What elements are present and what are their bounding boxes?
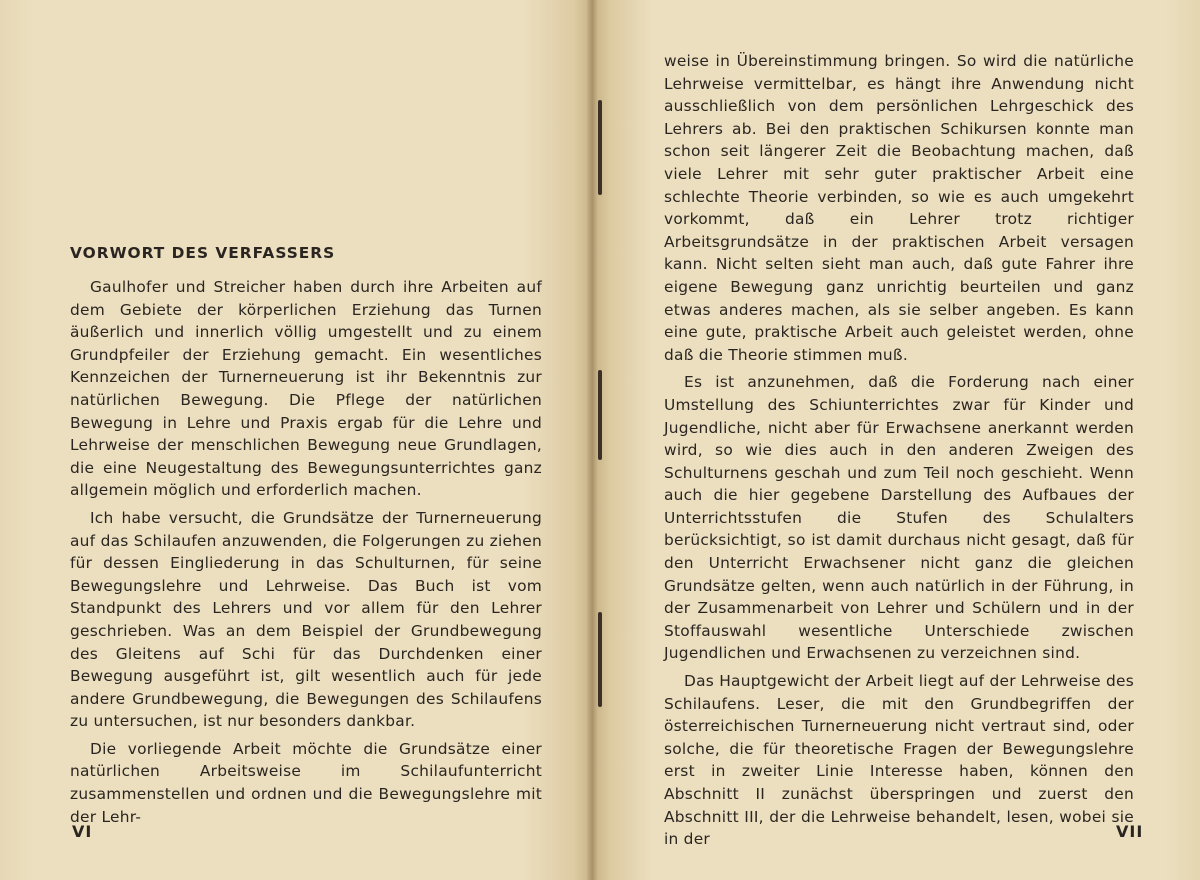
- paragraph: weise in Übereinstimmung bringen. So wird die natürliche Lehrweise vermittelbar, es hängt ihre Anwendung nicht ausschließlich von dem persönlichen Lehrgeschick des Lehrers ab. Bei den praktischen Schikursen konnte man schon seit längerer Zeit die Beobachtung machen, daß viele Lehrer mit sehr guter praktischer Arbeit eine schlechte Theorie verbinden, so wie es auch umgekehrt vorkommt, daß ein Lehrer trotz richtiger Arbeitsgrundsätze in der praktischen Arbeit versagen kann. Nicht selten sieht man auch, daß gute Fahrer ihre eigene Bewegung ganz unrichtig beurteilen und ganz etwas anderes machen, als sie selber angeben. Es kann eine gute, praktische Arbeit auch geleistet werden, ohne daß die Theorie stimmen muß.: [664, 52, 1134, 364]
- paragraph: Das Hauptgewicht der Arbeit liegt auf der Lehrweise des Schilaufens. Leser, die mit den Grundbegriffen der österreichischen Turnerneuerung nicht vertraut sind, oder solche, die für theoretische Fragen der Bewegungslehre erst in zweiter Linie Interesse haben, können den Abschnitt II zunächst überspringen und zuerst den Abschnitt III, der die Lehrweise behandelt, lesen, wobei sie in der: [664, 672, 1135, 849]
- right-body-text: [664, 50, 1134, 856]
- binding-stitch: [598, 370, 602, 460]
- paragraph: Ich habe versucht, die Grundsätze der Turnerneuerung auf das Schilaufen anzuwenden, die Folgerungen zu ziehen für dessen Eingliederung in das Schulturnen, für seine Bewegungslehre und Lehrweise. Das Buch ist vom Standpunkt des Lehrers und vor allem für den Lehrer geschrieben. Was an dem Beispiel der Grundbewegung des Gleitens auf Schi für das Durchdenken einer Bewegung ausgeführt ist, gilt wesentlich auch für jede andere Grundbewegung, die Bewegungen des Schilaufens zu untersuchen, ist nur besonders dankbar.: [70, 508, 542, 731]
- paragraph: Die vorliegende Arbeit möchte die Grundsätze einer natürlichen Arbeitsweise im Schilaufunterricht zusammenstellen und ordnen und die Bewegungslehre mit der Lehr-: [70, 739, 542, 826]
- page-number-left: VI: [72, 822, 93, 841]
- chapter-heading: VORWORT DES VERFASSERS: [70, 244, 336, 262]
- paragraph: Gaulhofer und Streicher haben durch ihre Arbeiten auf dem Gebiete der körperlichen Erziehung das Turnen äußerlich und innerlich völlig umgestellt und zu einem Grundpfeiler der Erziehung gemacht. Ein wesentliches Kennzeichen der Turnerneuerung ist ihr Bekenntnis zur natürlichen Bewegung. Die Pflege der natürlichen Bewegung in Lehre und Praxis ergab für die Lehre und Lehrweise der menschlichen Bewegung neue Grundlagen, die eine Neugestaltung des Bewegungsunterrichtes ganz allgemein möglich und erforderlich machen.: [70, 278, 542, 500]
- binding-stitch: [598, 100, 602, 195]
- paragraph: Es ist anzunehmen, daß die Forderung nach einer Umstellung des Schiunterrichtes zwar für Kinder und Jugendliche, nicht aber für Erwachsene anerkannt werden wird, so wie dies auch in den anderen Zweigen des Schulturnens geschah und zum Teil noch geschieht. Wenn auch die hier gegebene Darstellung des Aufbaues der Unterrichtsstufen die Stufen des Schulalters berücksichtigt, so ist damit durchaus nicht gesagt, daß für den Unterricht Erwachsener nicht ganz die gleichen Grundsätze gelten, wenn auch natürlich in der Führung, in der Zusammenarbeit von Lehrer und Schülern und in der Stoffauswahl wesentliche Unterschiede zwischen Jugendlichen und Erwachsenen zu verzeichnen sind.: [664, 373, 1134, 663]
- page-number-right: VII: [1116, 822, 1144, 841]
- left-body-text: [70, 276, 542, 833]
- binding-stitch: [598, 612, 602, 707]
- book-gutter: [586, 0, 598, 880]
